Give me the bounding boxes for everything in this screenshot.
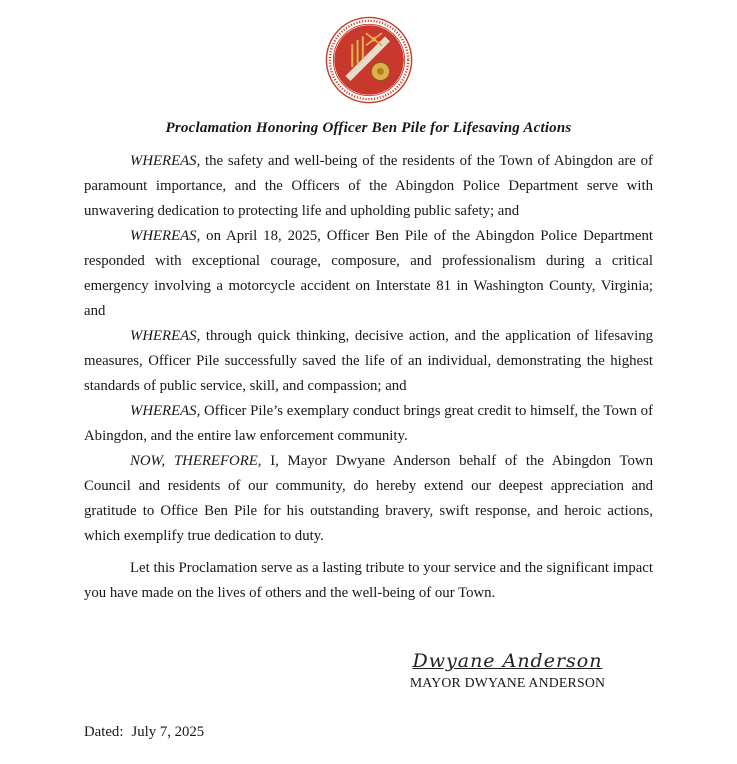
whereas-lead: WHEREAS, <box>130 153 201 169</box>
paragraph-now-therefore <box>84 449 653 549</box>
document-title: Proclamation Honoring Officer Ben Pile for Lifesaving Actions <box>165 120 572 136</box>
paragraph-whereas-2 <box>84 224 653 324</box>
paragraph-text: the safety and well-being of the residents of the Town of Abingdon are of paramount importance, and the Officers of the Abingdon Police Department serve with unwavering dedication to protecting life and upholding public safety; and <box>84 153 653 219</box>
paragraph-text: I, Mayor Dwyane Anderson behalf of the Abingdon Town Council and residents of our community, do hereby extend our deepest appreciation and gratitude to Office Ben Pile for his outstanding bravery, swift response, and heroic actions, which exemplify true dedication to duty. <box>84 453 654 544</box>
whereas-lead: WHEREAS, <box>130 328 201 344</box>
now-therefore-lead: NOW, THEREFORE, <box>130 453 262 469</box>
document-body <box>0 149 737 606</box>
dated-value: July 7, 2025 <box>131 724 205 740</box>
whereas-lead: WHEREAS, <box>130 403 201 419</box>
paragraph-text: Officer Pile’s exemplary conduct brings great credit to himself, the Town of Abingdon, and the entire law enforcement community. <box>84 403 653 444</box>
paragraph-text: on April 18, 2025, Officer Ben Pile of the Abingdon Police Department responded with exceptional courage, composure, and professionalism during a critical emergency involving a motorcycle accident on Interstate 81 in Washington County, Virginia; and <box>84 228 653 319</box>
paragraph-text: Let this Proclamation serve as a lasting tribute to your service and the significant impact you have made on the lives of others and the well-being of our Town. <box>84 560 653 601</box>
dated-label: Dated: <box>84 724 124 740</box>
dated-line <box>84 724 204 741</box>
signature-handwritten: Dwyane Anderson <box>412 650 603 672</box>
whereas-lead: WHEREAS, <box>130 228 201 244</box>
signature-block <box>400 650 615 691</box>
paragraph-whereas-3 <box>84 324 653 399</box>
signature-printed-name: MAYOR DWYANE ANDERSON <box>409 675 606 690</box>
seal-container <box>0 0 737 104</box>
paragraph-text: through quick thinking, decisive action, and the application of lifesaving measures, Officer Pile successfully saved the life of an individual, demonstrating the highest standards of public service, skill, and compassion; and <box>84 328 653 394</box>
paragraph-whereas-4 <box>84 399 653 449</box>
paragraph-whereas-1 <box>84 149 653 224</box>
town-seal-icon <box>325 16 413 104</box>
paragraph-closing <box>84 556 653 606</box>
